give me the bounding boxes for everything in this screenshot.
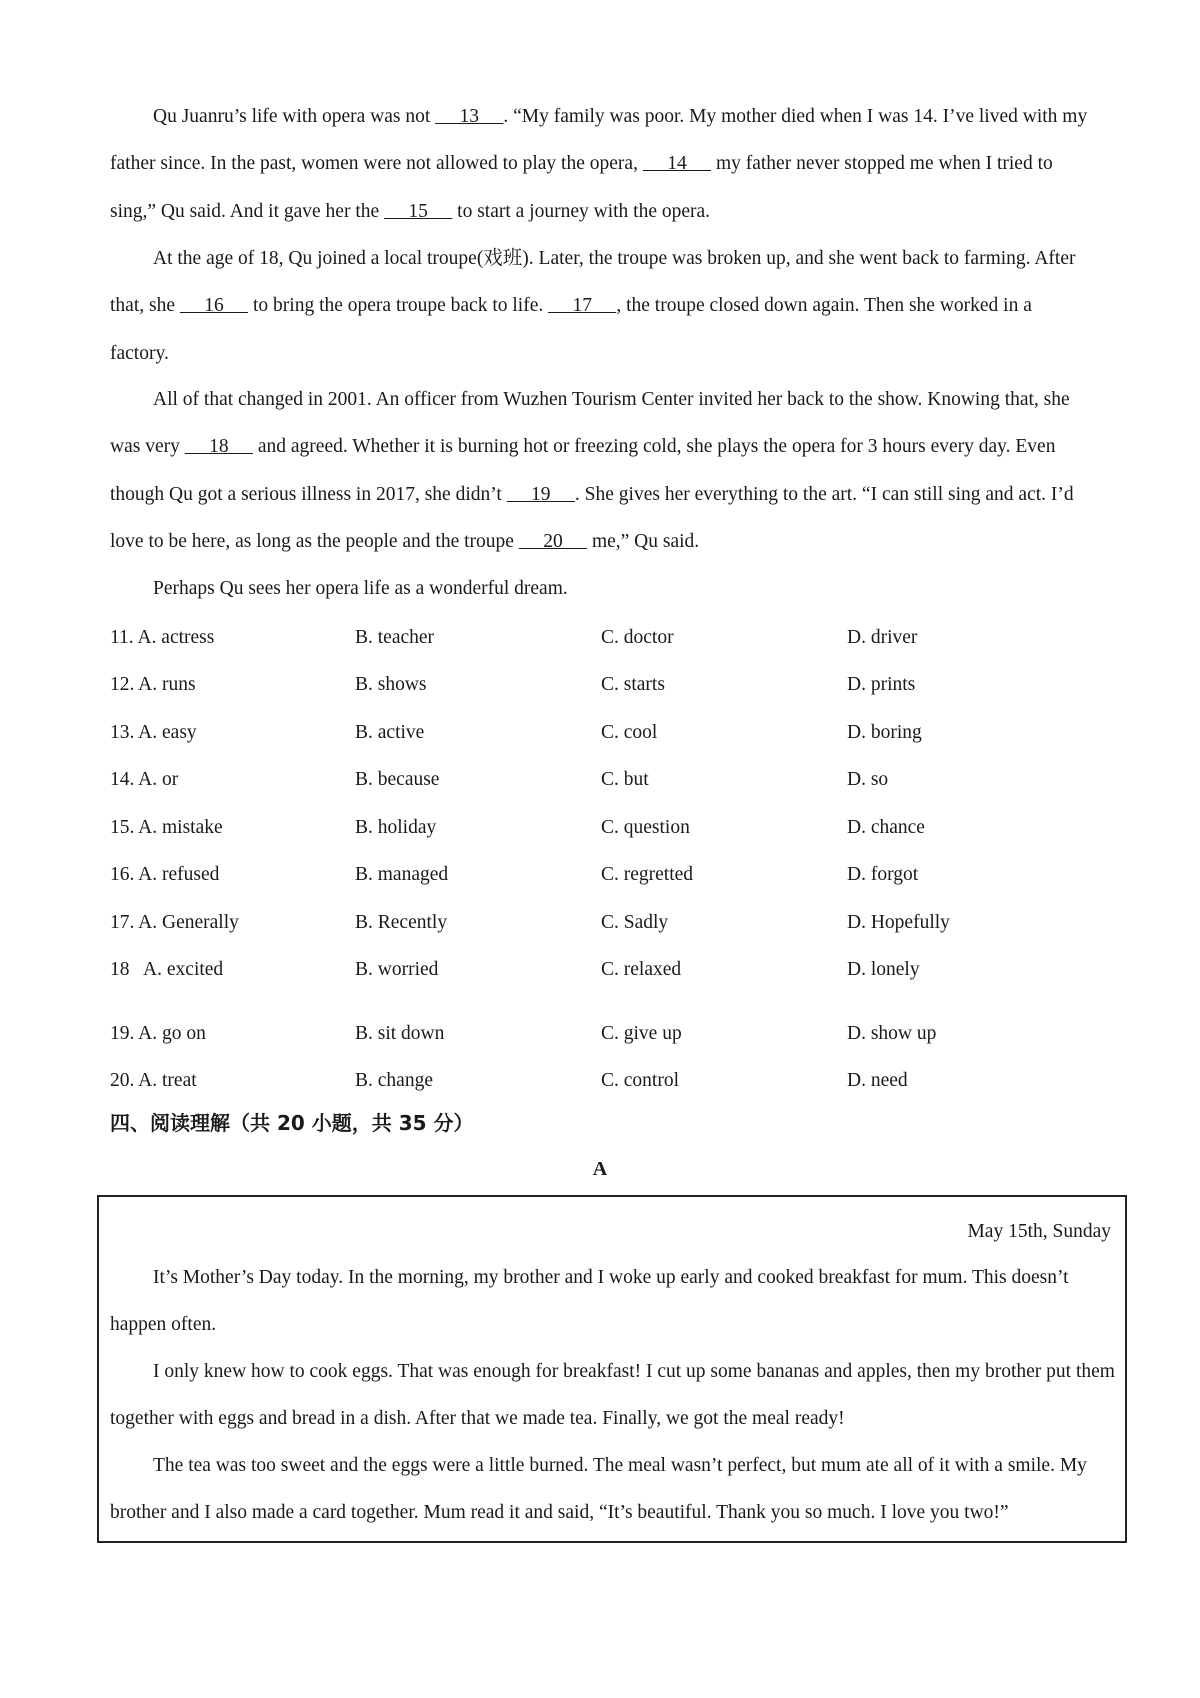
option-row [110, 860, 1095, 890]
option-d: D. lonely [847, 959, 920, 980]
option-a: 15. A. mistake [110, 817, 223, 838]
option-a: 14. A. or [110, 769, 179, 790]
option-row [110, 718, 1095, 748]
passage-letter: A [592, 1158, 608, 1180]
diary-paragraph-1: It’s Mother’s Day today. In the morning, my brother and I woke up early and cooked breakfast for mum. This doesn’t happen often. [110, 1267, 1069, 1336]
option-row [110, 670, 1095, 700]
diary-date: May 15th, Sunday [967, 1221, 1111, 1242]
option-c: C. doctor [601, 627, 674, 648]
option-d: D. forgot [847, 864, 919, 885]
option-b: B. teacher [355, 627, 435, 648]
cloze-text: to bring the opera troupe back to life. [248, 295, 549, 317]
cloze-blank-13: 13 [435, 106, 504, 127]
cloze-paragraph-4: Perhaps Qu sees her opera life as a wonderful dream. [153, 578, 568, 599]
option-d: D. so [847, 769, 889, 790]
option-a: 17. A. Generally [110, 912, 239, 933]
option-d: D. driver [847, 627, 918, 648]
option-b: B. active [355, 722, 425, 743]
option-c: C. question [601, 817, 690, 838]
cloze-blank-20: 20 [518, 530, 588, 552]
option-d: D. need [847, 1070, 908, 1091]
cloze-blank-18: 18 [184, 436, 253, 458]
option-c: C. relaxed [601, 959, 682, 980]
option-row [110, 955, 1095, 985]
option-b: B. holiday [355, 817, 437, 838]
option-a: 16. A. refused [110, 864, 220, 885]
option-c: C. give up [601, 1023, 682, 1044]
cloze-text: , the troupe closed down again. Then she worked in a factory. [110, 295, 1032, 364]
cloze-text: my father never stopped me when I tried to sing,” Qu said. And it gave her the [110, 153, 1053, 222]
cloze-text: to start a journey with the opera. [452, 200, 711, 222]
option-row [110, 765, 1095, 795]
option-d: D. show up [847, 1023, 937, 1044]
cloze-blank-14: 14 [642, 153, 712, 175]
cloze-blank-19: 19 [506, 483, 575, 505]
option-row [110, 1066, 1095, 1096]
cloze-text: At the age of 18, Qu joined a local troupe(戏班). Later, the troupe was broken up, and she went back to farming. After that, she [110, 248, 1076, 317]
option-a: 19. A. go on [110, 1023, 206, 1044]
cloze-text: me,” Qu said. [587, 530, 700, 552]
option-a: 13. A. easy [110, 722, 197, 743]
diary-box [97, 1195, 1127, 1543]
option-a: 18 A. excited [110, 959, 224, 980]
cloze-text: . “My family was poor. My mother died when I was 14. I’ve lived with my father since. In the past, women were not allowed to play the opera, [110, 106, 1088, 175]
option-d: D. chance [847, 817, 925, 838]
option-b: B. Recently [355, 912, 448, 933]
cloze-blank-15: 15 [384, 200, 453, 222]
option-c: C. cool [601, 722, 658, 743]
option-b: B. worried [355, 959, 439, 980]
option-b: B. because [355, 769, 440, 790]
option-b: B. change [355, 1070, 433, 1091]
cloze-paragraph-2 [110, 235, 1095, 377]
option-c: C. starts [601, 674, 665, 695]
option-a: 12. A. runs [110, 674, 196, 695]
option-b: B. shows [355, 674, 427, 695]
option-row [110, 623, 1095, 653]
option-d: D. Hopefully [847, 912, 950, 933]
cloze-blank-17: 17 [548, 295, 617, 317]
option-a: 11. A. actress [110, 627, 215, 648]
option-row [110, 813, 1095, 843]
option-c: C. control [601, 1070, 679, 1091]
cloze-text: . She gives her everything to the art. “I can still sing and act. I’d love to be here, as long as the people and the troupe [110, 483, 1074, 552]
option-c: C. Sadly [601, 912, 669, 933]
option-c: C. but [601, 769, 649, 790]
cloze-text: and agreed. Whether it is burning hot or freezing cold, she plays the opera for 3 hours every day. Even though Qu got a serious illness in 2017, she didn’t [110, 436, 1056, 505]
option-d: D. prints [847, 674, 916, 695]
cloze-blank-16: 16 [179, 295, 249, 317]
diary-paragraph-3: The tea was too sweet and the eggs were a little burned. The meal wasn’t perfect, but mum ate all of it with a smile. My brother and I also made a card together. Mum read it and said, “It’s beautiful. Thank you so much. I love you two!” [110, 1455, 1087, 1524]
section-heading: 四、阅读理解（共 20 小题，共 35 分） [110, 1111, 474, 1135]
option-b: B. managed [355, 864, 449, 885]
option-row [110, 908, 1095, 938]
option-a: 20. A. treat [110, 1070, 197, 1091]
option-c: C. regretted [601, 864, 694, 885]
cloze-paragraph-1 [110, 93, 1095, 235]
diary-paragraph-2: I only knew how to cook eggs. That was enough for breakfast! I cut up some bananas and apples, then my brother put them together with eggs and bread in a dish. After that we made tea. Finally, we got the meal ready! [110, 1361, 1115, 1430]
cloze-text: All of that changed in 2001. An officer from Wuzhen Tourism Center invited her back to the show. Knowing that, she was very [110, 389, 1070, 458]
cloze-text: Qu Juanru’s life with opera was not [153, 106, 436, 127]
cloze-paragraph-3 [110, 376, 1095, 565]
option-d: D. boring [847, 722, 922, 743]
option-b: B. sit down [355, 1023, 445, 1044]
option-row [110, 1019, 1095, 1049]
